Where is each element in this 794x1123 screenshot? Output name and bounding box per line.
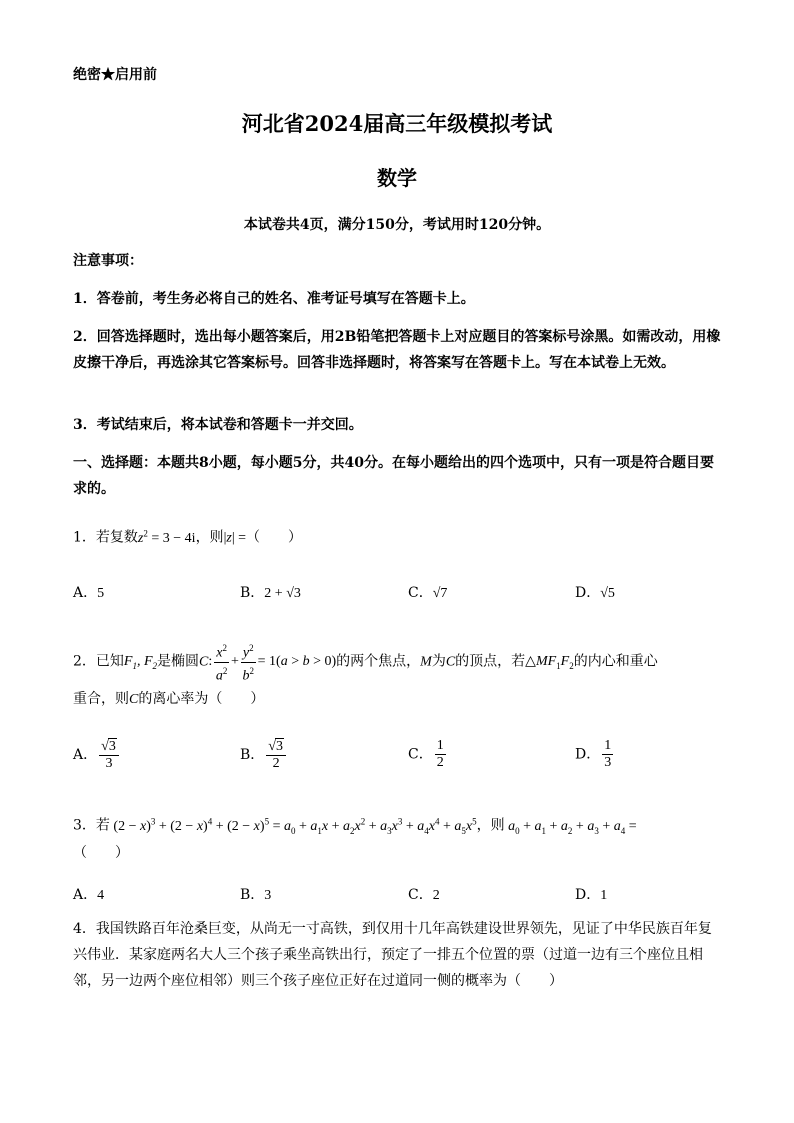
section1-heading: 一、选择题：本题共8小题，每小题5分，共40分。在每小题给出的四个选项中，只有一项是符合题目要求的。 xyxy=(73,455,714,497)
question-2 xyxy=(73,640,723,684)
q2-option-b[interactable] xyxy=(240,738,288,772)
q2-option-b-value: $\frac{√3}{2}$ xyxy=(266,738,286,772)
q2-triangle: $\triangle MF_1F_2$ xyxy=(525,654,574,672)
q2-line2b: 的离心率为（ ） xyxy=(138,691,265,707)
q2-option-d-value: $\frac{1}{3}$ xyxy=(604,738,612,770)
q3-sum: $a_0 + a_1 + a_2 + a_3 + a_4$ = xyxy=(508,818,637,836)
q3-option-c-value: 2 xyxy=(432,888,440,903)
exam-info: 本试卷共4页，满分150分，考试用时120分钟。 xyxy=(243,217,551,233)
q2-mid3: 为 xyxy=(431,653,446,670)
q1-option-a-value: 5 xyxy=(97,586,105,601)
q2-ellipse-eq: : $\frac{x^2}{a^2}$ + $\frac{y^2}{b^2}$ = 1(a > b > 0) xyxy=(208,654,336,669)
option-label: B． xyxy=(240,747,265,763)
q2-option-a-value: $\frac{√3}{3}$ xyxy=(99,738,119,772)
secret-label: 绝密★启用前 xyxy=(73,67,157,83)
q1-option-d[interactable] xyxy=(575,582,615,602)
q1-option-c[interactable] xyxy=(408,582,447,602)
q2-mid2: 的两个焦点， xyxy=(336,653,421,670)
q3-formula: $(2 - x)^3 + (2 - x)^4 + (2 - x)^5 = a_0 + a_1x + a_2x^2 + a_3x^3 + a_4x^4 + a_5x^5$ xyxy=(109,816,477,836)
q1-option-a[interactable] xyxy=(73,582,104,602)
q2-option-c-value: $\frac{1}{2}$ xyxy=(436,738,444,770)
question-2-line2 xyxy=(73,686,723,713)
q1-option-b[interactable] xyxy=(240,582,301,602)
option-label: A． xyxy=(73,747,98,763)
q1-formula: $z^2 = 3 - 4i$ xyxy=(137,528,196,546)
q2-mid5: 的内心和重心 xyxy=(573,653,658,670)
exam-title: 河北省2024届高三年级模拟考试 xyxy=(241,111,553,136)
option-label: D． xyxy=(575,746,601,763)
note-item-2: 2．回答选择题时，选出每小题答案后，用2B铅笔把答题卡上对应题目的答案标号涂黑。如需改动，用橡皮擦干净后，再选涂其它答案标号。回答非选择题时，将答案写在答题卡上。写在本试卷上无效。 xyxy=(73,329,721,371)
note-item-1: 1．答卷前，考生务必将自己的姓名、准考证号填写在答题卡上。 xyxy=(73,291,475,307)
option-label: D． xyxy=(575,887,601,903)
q2-option-a[interactable] xyxy=(73,738,121,772)
q1-suffix: ，则 xyxy=(195,529,224,546)
option-label: D． xyxy=(575,585,601,601)
q2-C2: C xyxy=(129,692,139,707)
q3-mid: ，则 xyxy=(476,817,505,834)
option-label: A． xyxy=(73,585,98,601)
q2-ellipse: C xyxy=(199,654,209,670)
option-label: C． xyxy=(408,746,433,763)
subject-title: 数学 xyxy=(377,166,417,190)
q2-option-c[interactable] xyxy=(408,738,448,771)
q3-option-a[interactable] xyxy=(73,884,104,904)
q3-option-a-value: 4 xyxy=(97,888,105,903)
q2-option-d[interactable] xyxy=(575,738,615,771)
note-item-3: 3．考试结束后，将本试卷和答题卡一并交回。 xyxy=(73,417,363,433)
q2-prefix: 2．已知 xyxy=(73,653,124,670)
option-label: C． xyxy=(408,887,433,903)
q1-option-b-value: 2 + √3 xyxy=(264,586,301,601)
question-1 xyxy=(73,520,723,552)
option-label: B． xyxy=(240,585,265,601)
q1-prefix: 1．若复数 xyxy=(73,529,138,546)
frac-y2-b2: $\frac{y^2}{b^2}$ xyxy=(241,640,256,684)
q1-tail: （ ） xyxy=(246,529,303,546)
q3-prefix: 3．若 xyxy=(73,817,110,834)
question-3 xyxy=(73,808,723,843)
option-label: A． xyxy=(73,887,98,903)
q2-mid1: 是椭圆 xyxy=(157,653,200,670)
q2-C: C xyxy=(445,654,456,670)
q1-option-d-value: √5 xyxy=(600,586,615,601)
q2-foci: $F_1$, $F_2$ xyxy=(123,654,158,672)
q2-line2: 重合，则 xyxy=(73,691,129,707)
question-3-tail: （ ） xyxy=(73,845,129,861)
question-4: 4．我国铁路百年沧桑巨变，从尚无一寸高铁，到仅用十几年高铁建设世界领先，见证了中华民族百年复兴伟业．某家庭两名大人三个孩子乘坐高铁出行，预定了一排五个位置的票（过道一边有三个座位且相邻，另一边两个座位相邻）则三个孩子座位正好在过道同一侧的概率为（ ） xyxy=(73,921,712,989)
q3-option-d[interactable] xyxy=(575,884,607,904)
frac-x2-a2: $\frac{x^2}{a^2}$ xyxy=(214,640,229,684)
option-label: B． xyxy=(240,887,265,903)
q3-option-b[interactable] xyxy=(240,884,271,904)
q1-option-c-value: √7 xyxy=(432,586,448,601)
q3-option-b-value: 3 xyxy=(264,888,272,903)
q3-option-d-value: 1 xyxy=(600,888,608,903)
q2-M: M xyxy=(420,654,432,670)
q3-option-c[interactable] xyxy=(408,884,440,904)
option-label: C． xyxy=(408,585,433,601)
q1-abs: |z| = xyxy=(223,530,247,546)
q2-mid4: 的顶点，若 xyxy=(455,653,526,670)
notes-heading: 注意事项： xyxy=(73,253,143,269)
